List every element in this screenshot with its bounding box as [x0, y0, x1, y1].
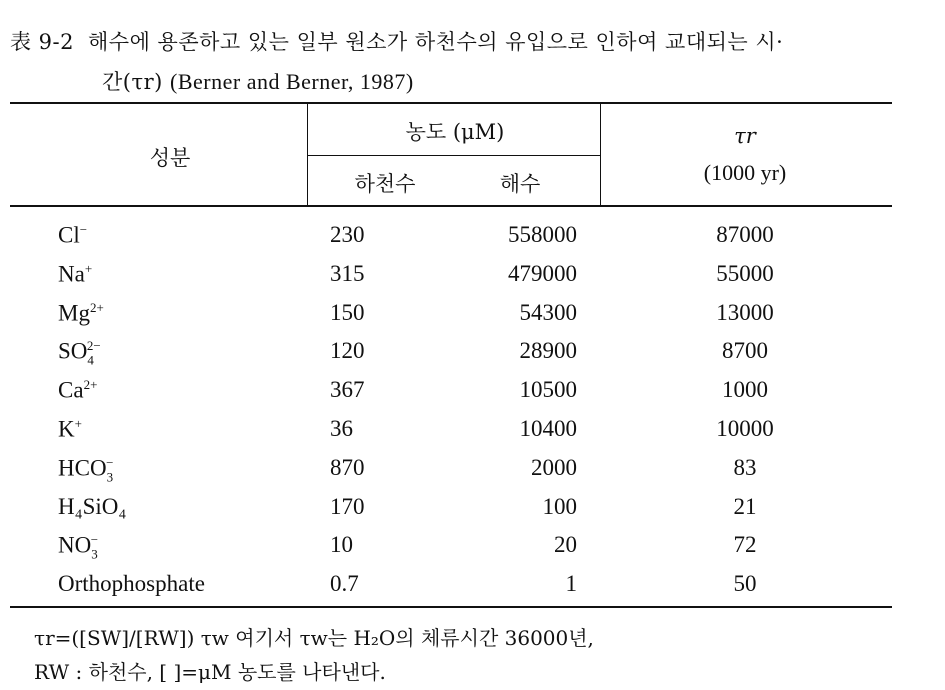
- cell-component: [58, 571, 205, 597]
- column-divider-right: [600, 103, 601, 206]
- formula-subscript: 4: [87, 352, 94, 368]
- cell-sea: 479000: [508, 260, 577, 286]
- table-row: [0, 294, 945, 333]
- table-row: [0, 565, 945, 604]
- component-formula: Orthophosphate: [58, 571, 205, 597]
- component-formula: HCO: [58, 455, 107, 481]
- component-formula: SO: [58, 339, 88, 365]
- cell-sea: 100: [542, 493, 577, 519]
- cell-river: 230: [330, 222, 365, 247]
- cell-sea: 10500: [519, 377, 577, 403]
- table-row: [0, 332, 945, 371]
- table-row: [0, 255, 945, 294]
- table-row: [0, 526, 945, 565]
- cell-river: 315: [330, 260, 365, 286]
- cell-river: 870: [330, 454, 365, 480]
- cell-river: 120: [330, 338, 365, 364]
- caption-reference: (Berner and Berner, 1987): [170, 69, 414, 94]
- component-formula: H₄SiO₄: [58, 493, 127, 519]
- header-tau-unit: (1000 yr): [703, 160, 787, 185]
- header-sea: 해수: [499, 172, 541, 196]
- cell-tau: 83: [733, 454, 757, 480]
- formula-subscript: 3: [91, 546, 98, 562]
- cell-sea: 28900: [519, 338, 577, 364]
- component-formula: Cl: [58, 222, 80, 248]
- header-component: 성분: [149, 146, 191, 170]
- component-formula: K: [58, 416, 75, 442]
- cell-component: [58, 222, 87, 249]
- cell-component: [58, 338, 101, 368]
- component-formula: Mg: [58, 300, 90, 326]
- header-concentration: 농도 (μM): [405, 120, 505, 144]
- cell-sea: 20: [554, 532, 577, 558]
- formula-superscript: −: [90, 532, 99, 548]
- cell-river: 170: [330, 493, 365, 519]
- cell-river: 0.7: [330, 571, 359, 597]
- cell-component: [58, 532, 98, 562]
- formula-superscript: −: [79, 222, 88, 237]
- table-row: [0, 410, 945, 449]
- caption-prefix: 表 9-2: [10, 30, 74, 54]
- cell-component: [58, 416, 82, 443]
- table-bottom-rule: [10, 606, 892, 608]
- cell-river: 367: [330, 377, 365, 403]
- table-row: [0, 371, 945, 410]
- formula-superscript: 2−: [86, 338, 101, 354]
- cell-tau: 8700: [722, 338, 768, 364]
- caption-line2-kr: 간(τr): [102, 70, 163, 94]
- table-caption: [10, 22, 783, 102]
- formula-superscript: +: [74, 416, 82, 431]
- cell-tau: 21: [733, 493, 757, 519]
- cell-component: [58, 377, 97, 404]
- footnote-line2: RW : 하천수, [ ]=μM 농도를 나타낸다.: [34, 660, 386, 684]
- cell-component: [58, 494, 126, 520]
- table-header-rule: [10, 205, 892, 207]
- cell-tau: 1000: [722, 377, 768, 403]
- component-formula: Ca: [58, 377, 84, 403]
- cell-component: [58, 455, 113, 485]
- table-row: [0, 488, 945, 527]
- formula-superscript: 2+: [89, 299, 104, 315]
- formula-superscript: 2+: [83, 377, 98, 393]
- caption-line1: 해수에 용존하고 있는 일부 원소가 하천수의 유입으로 인하여 교대되는 시·: [88, 30, 784, 54]
- cell-tau: 72: [733, 532, 757, 558]
- cell-tau: 13000: [716, 299, 774, 325]
- cell-sea: 1: [565, 571, 577, 597]
- cell-river: 150: [330, 299, 365, 325]
- table-row: [0, 216, 945, 255]
- header-river: 하천수: [354, 172, 416, 196]
- table-row: [0, 449, 945, 488]
- component-formula: NO: [58, 533, 92, 559]
- cell-sea: 2000: [531, 454, 577, 480]
- cell-tau: 87000: [716, 222, 774, 247]
- cell-component: [58, 261, 92, 288]
- table-top-rule: [10, 102, 892, 104]
- formula-superscript: +: [84, 260, 93, 276]
- footnote-line1: τr=([SW]/[RW]) τw 여기서 τw는 H₂O의 체류시간 36000년,: [34, 626, 594, 650]
- cell-sea: 54300: [519, 299, 577, 325]
- cell-river: 36: [330, 416, 353, 441]
- cell-sea: 558000: [508, 222, 577, 247]
- cell-component: [58, 300, 104, 327]
- cell-sea: 10400: [519, 416, 577, 441]
- cell-tau: 50: [733, 571, 757, 597]
- formula-subscript: 3: [106, 469, 114, 485]
- cell-tau: 55000: [716, 260, 774, 286]
- cell-tau: 10000: [716, 416, 774, 441]
- cell-river: 10: [330, 532, 353, 558]
- formula-superscript: −: [106, 454, 114, 470]
- concentration-subheader-rule: [307, 155, 600, 156]
- header-tau: τr: [734, 124, 756, 148]
- component-formula: Na: [58, 261, 85, 287]
